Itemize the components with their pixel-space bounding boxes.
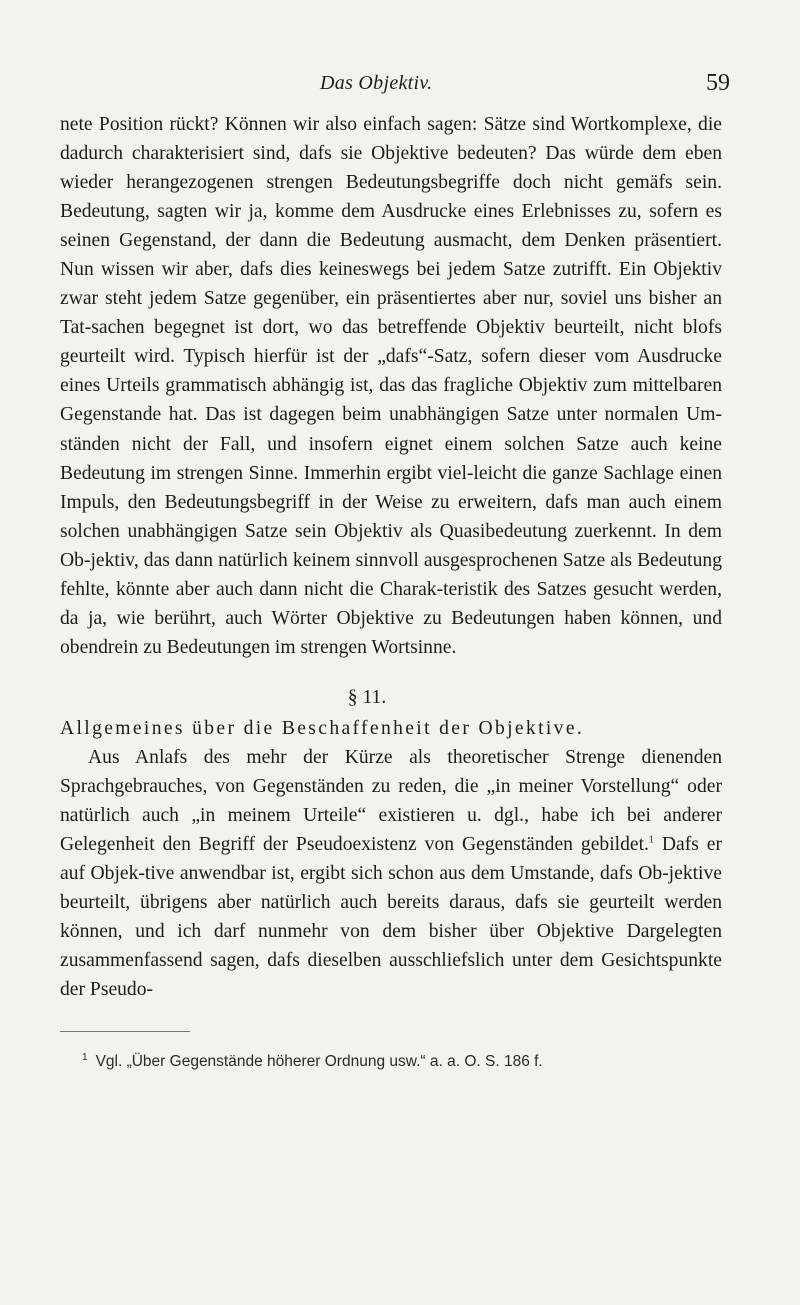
paragraph-text-before-note: Aus Anlafs des mehr der Kürze als theoretischer Strenge dienenden Sprachgebrauches, von Gegenständen zu reden, die „in meiner Vorstellung“ oder natürlich auch „in meinem Urteile“ existieren u. dgl., habe ich bei anderer Gelegenheit den Begriff der Pseudoexistenz von Gegenständen gebildet. xyxy=(60,746,722,856)
section-paragraph xyxy=(60,743,722,1004)
body-paragraph: nete Position rückt? Können wir also einfach sagen: Sätze sind Wortkomplexe, die dadurch charakterisiert sind, dafs sie Objektive bedeuten? Das würde dem eben wieder herangezogenen strengen Bedeutungsbegriffe doch nicht gemäfs sein. Bedeutung, sagten wir ja, komme dem Ausdrucke eines Erlebnisses zu, sofern es seinen Gegenstand, der dann die Bedeutung ausmacht, dem Denken präsentiert. Nun wissen wir aber, dafs dies keineswegs bei jedem Satze zutrifft. Ein Objektiv zwar steht jedem Satze gegenüber, ein präsentiertes aber nur, soviel uns bisher an Tat-sachen begegnet ist dort, wo das betreffende Objektiv beurteilt, nicht blofs geurteilt wird. Typisch hierfür ist der „dafs“-Satz, sofern dieser vom Ausdrucke eines Urteils grammatisch abhängig ist, das das fragliche Objektiv zum mittelbaren Gegenstande hat. Das ist dagegen beim unabhängigen Satze unter normalen Um-ständen nicht der Fall, und insofern eignet einem solchen Satze auch keine Bedeutung im strengen Sinne. Immerhin ergibt viel-leicht die ganze Sachlage einen Impuls, den Bedeutungsbegriff in der Weise zu erweitern, dafs man auch einem solchen unabhängigen Satze sein Objektiv als Quasibedeutung zuerkennt. In dem Ob-jektiv, das dann natürlich keinem sinnvoll ausgesprochenen Satze als Bedeutung fehlte, könnte aber auch dann nicht die Charak-teristik des Satzes gesucht werden, da ja, wie berührt, auch Wörter Objektive zu Bedeutungen haben können, und obendrein zu Bedeutungen im strengen Wortsinne. xyxy=(60,114,722,658)
page-header xyxy=(60,72,730,100)
section-title: Allgemeines über die Beschaffenheit der Objektive. xyxy=(60,717,585,739)
footnote-text: Vgl. „Über Gegenstände höherer Ordnung usw.“ a. a. O. S. 186 f. xyxy=(95,1053,543,1071)
page-number: 59 xyxy=(706,70,730,96)
section-number: § 11. xyxy=(347,686,387,708)
page-body xyxy=(60,110,722,1004)
footnote-reference[interactable]: 1 xyxy=(648,834,654,846)
footnote xyxy=(82,1047,722,1073)
running-head: Das Objektiv. xyxy=(320,72,433,94)
footnote-separator xyxy=(60,1031,190,1032)
footnote-mark: 1 xyxy=(82,1052,88,1063)
paragraph-text-after-note: Dafs er auf Objek-tive anwendbar ist, ergibt sich schon aus dem Umstande, dafs Ob-jektive beurteilt, übrigens aber natürlich auch bereits daraus, dafs sie geurteilt werden können, und ich darf nunmehr von dem bisher über Objektive Dargelegten zusammenfassend sagen, dafs dieselben ausschliefslich unter dem Gesichtspunkte der Pseudo- xyxy=(60,834,723,1001)
